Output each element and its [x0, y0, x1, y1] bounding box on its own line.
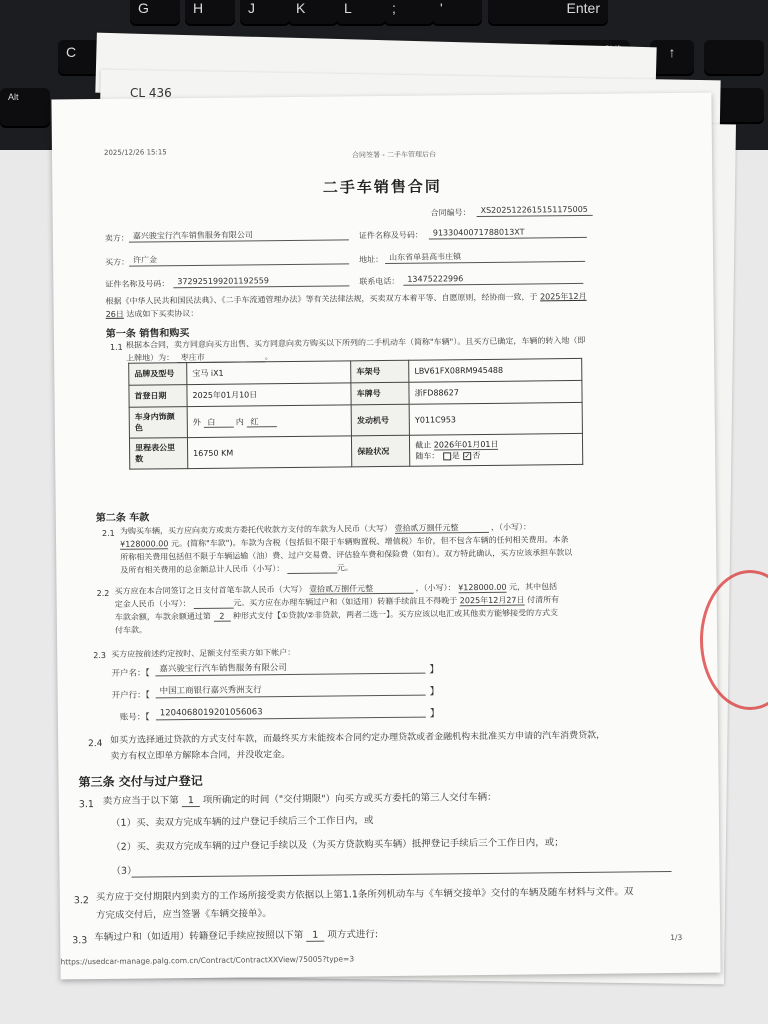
p22-date: 2025年12月27日 — [459, 595, 525, 606]
key-up: ↑ — [650, 40, 694, 76]
clause-2-3-text: 买方应按前述约定按时、足额支付至卖方如下帐户： — [111, 647, 296, 659]
engine-value: Y011C953 — [409, 402, 582, 435]
p22-g: 车款余额，车款余额通过第 — [114, 611, 211, 622]
clause-1-1-text-b: 上牌地）为： — [126, 353, 175, 363]
p31-b: 项所确定的时间（"交付期限"）向买方或买方委托的第三人交付车辆： — [202, 791, 497, 806]
clause-2-1-text: 为购买车辆，买方应向卖方或卖方委托代收款方支付的车款为人民币（大写） — [119, 523, 392, 536]
key-l: L — [336, 0, 386, 26]
brand-label: 品牌及型号 — [129, 363, 187, 386]
bracket-close-2: 】 — [429, 686, 440, 698]
article-3-title: 第三条 交付与过户登记 — [78, 773, 203, 790]
clause-3-3-num: 3.3 — [72, 935, 88, 947]
mileage-label: 里程表公里数 — [129, 438, 187, 470]
clause-1-1-num: 1.1 — [109, 342, 123, 352]
clause-3-2 — [96, 883, 696, 925]
int-color: 红 — [246, 417, 276, 427]
yes-checkbox — [443, 452, 451, 460]
seller-id: 9133040071788013XT — [429, 226, 587, 240]
clause-2-1-num: 2.1 — [101, 528, 115, 538]
print-header-title: 合同签署 - 二手车管理后台 — [351, 150, 437, 160]
account-name: 嘉兴骏宝行汽车销售服务有限公司 — [155, 662, 425, 677]
clause-3-1 — [103, 787, 683, 811]
vin-label: 车架号 — [351, 360, 409, 383]
clause-2-3-num: 2.3 — [93, 650, 107, 661]
address-label: 地址： — [359, 255, 384, 265]
p22-amount: ¥128000.00 — [458, 582, 507, 593]
p33-item: 1 — [306, 930, 324, 942]
intro-date: 2025年12月 — [540, 291, 587, 302]
brand-value: 宝马 iX1 — [187, 361, 351, 385]
p22-f: 付清所有 — [526, 595, 560, 605]
p22-b: ，（小写）： — [415, 583, 456, 593]
option-2: （2）买、卖双方完成车辆的过户登记手续以及（为买方贷款购买车辆）抵押登记手续后三个工作日内，或； — [111, 837, 564, 853]
p22-i: 付车款。 — [114, 625, 148, 635]
no-label: 否 — [472, 451, 481, 461]
yes-label: 是 — [451, 451, 460, 461]
key-enter: Enter — [488, 0, 608, 26]
plate-label: 车牌号 — [351, 382, 409, 405]
ins-until-label: 截止 — [415, 440, 432, 450]
article-1-title: 第一条 销售和购买 — [105, 328, 190, 340]
vehicle-spec-table — [128, 358, 583, 470]
option-3-blank — [132, 871, 672, 878]
contract-no-label: 合同编号： — [430, 208, 471, 218]
clause-1-1: 根据本合同，卖方同意向买方出售、买方同意向卖方购买以下所列的二手机动车（简称"车辆"）。且买方已确定，车辆的转入地（即 上牌地）为： 枣庄市 。 — [125, 335, 586, 363]
key-j: J — [240, 0, 290, 26]
clause-2-2 — [114, 579, 635, 636]
account-no: 1204068019201056063 — [156, 706, 426, 721]
insurance-label: 保险状况 — [352, 435, 410, 467]
clause-3-1-num: 3.1 — [78, 799, 94, 811]
insurance-value — [410, 433, 583, 466]
bracket-close-3: 】 — [429, 708, 440, 720]
bank-name: 中国工商银行嘉兴秀洲支行 — [156, 684, 426, 699]
bracket-close-1: 】 — [429, 664, 440, 676]
key-alt: Alt — [0, 88, 50, 128]
p22-c: 元，其中包括 — [509, 582, 558, 592]
account-no-label: 账号：【 — [119, 712, 150, 723]
clause-2-1 — [120, 520, 621, 577]
clause-2-4-num: 2.4 — [88, 738, 103, 750]
ins-until: 2026年01月01日 — [433, 439, 499, 450]
print-datetime: 2025/12/26 15:15 — [103, 148, 167, 157]
print-url: https://usedcar-manage.palg.com.cn/Contract/ContractXXView/75005?type=3 — [60, 954, 355, 967]
account-name-label: 开户名：【 — [111, 668, 150, 679]
p32-b: 方完成交付后，应当签署《车辆交接单》。 — [95, 908, 272, 922]
p22-way: 2 — [213, 612, 230, 622]
p33-a: 车辆过户和（如适用）转籍登记手续应按照以下第 — [94, 929, 304, 944]
p31-item: 1 — [182, 795, 200, 807]
clause-3-3 — [94, 923, 694, 947]
option-3: （3） — [111, 865, 137, 877]
p22-e: 元。买方应在办理车辆过户和（如适用）转籍手续前且不得晚于 — [233, 596, 458, 608]
seller-label: 卖方： — [104, 233, 129, 243]
ext-color: 白 — [203, 417, 233, 427]
mileage-value: 16750 KM — [187, 436, 351, 469]
key-c: C — [58, 40, 104, 76]
clip-label: CL 436 — [130, 86, 172, 100]
p31-a: 卖方应当于以下第 — [102, 795, 179, 807]
vin-value: LBV61FX08RM945488 — [409, 358, 582, 382]
intro-text: 根据《中华人民共和国民法典》、《二手车流通管理办法》等有关法律法规，买卖双方本着平等、自愿原则，经协商一致，于 — [105, 292, 538, 306]
first-reg-label: 首登日期 — [129, 385, 187, 408]
color-label: 车身内饰颜色 — [129, 407, 187, 439]
key-k: K — [288, 0, 338, 26]
p21-amount: ¥128000.00 — [120, 539, 169, 549]
p22-d: 定金人民币（小写）： — [114, 599, 191, 609]
key-quote: ' — [432, 0, 482, 26]
key-fn — [704, 40, 764, 76]
buyer-name: 许广金 — [129, 252, 349, 266]
seller-name: 嘉兴骏宝行汽车销售服务有限公司 — [129, 228, 349, 242]
contract-page — [51, 93, 720, 980]
engine-label: 发动机号 — [351, 404, 409, 436]
p21-c: 元。(简称"车款")。车款为含税（包括但不限于车辆购置税、增值税）车价，但不包含车辆的任何相关费用。本条 — [170, 535, 569, 549]
first-reg-value: 2025年01月10日 — [187, 383, 351, 407]
p33-b: 项方式进行: — [327, 929, 379, 941]
key-g: G — [130, 0, 180, 26]
option-1: （1）买、卖双方完成车辆的过户登记手续后三个工作日内，或 — [110, 815, 374, 829]
no-checkbox-checked: ✓ — [464, 451, 471, 460]
clause-3-2-num: 3.2 — [73, 895, 89, 907]
clause-1-1-text: 根据本合同，卖方同意向买方出售、买方同意向卖方购买以下所列的二手机动车（简称"车辆"）。且买方已确定，车辆的转入地（即 — [125, 335, 586, 350]
p24-b: 卖方有权立即单方解除本合同，并没收定金。 — [110, 750, 291, 762]
plate-value: 浙FD88627 — [409, 380, 582, 404]
p32-a: 买方应于交付期限内到卖方的工作场所接受卖方依据以上第1.1条所列机动车与《车辆交接单》交付的车辆及随车材料与文件。双 — [95, 886, 634, 904]
intro-tail: 达成如下买卖协议： — [126, 308, 199, 319]
article-2-title: 第二条 车款 — [95, 512, 150, 525]
with-car-label: 随车： — [415, 451, 440, 461]
p21-total-blank — [287, 564, 337, 575]
p22-upper: 壹拾贰万捌仟元整 — [309, 584, 413, 595]
bank-label: 开户行：【 — [111, 690, 150, 701]
p22-h: 种形式支付【①贷款/②非贷款，两者二选一】。买方应该以电汇或其他卖方能够接受的方式支 — [232, 608, 559, 621]
buyer-id-label: 证件名称及号码： — [105, 279, 170, 289]
p24-a: 如买方选择通过贷款的方式支付车款，而最终买方未能按本合同约定办理贷款或者金融机构未批准买方申请的汽车消费贷款， — [110, 730, 606, 746]
buyer-phone: 13475222996 — [403, 272, 583, 286]
buyer-id: 372925199201192559 — [173, 274, 349, 288]
phone-label: 联系电话： — [359, 276, 400, 287]
p21-e: 及所有相关费用的总金额总计人民币（小写）： — [120, 564, 285, 575]
p22-a: 买方应在本合同签订之日支付首笔车款人民币（大写） — [114, 584, 307, 596]
key-h: H — [185, 0, 235, 26]
color-value — [187, 405, 351, 438]
registration-city: 枣庄市 — [177, 352, 265, 363]
deposit-blank — [193, 599, 233, 609]
buyer-label: 买方： — [105, 257, 130, 267]
p21-b: ，（小写）： — [490, 522, 532, 532]
p21-f: 元。 — [336, 563, 353, 573]
p21-upper: 壹拾贰万捌仟元整 — [394, 523, 488, 534]
intro-date-day: 26日 — [105, 309, 124, 319]
page-number: 1/3 — [670, 932, 683, 943]
key-semicolon: ; — [384, 0, 434, 26]
contract-no: XS2025122615151175005 — [477, 204, 593, 217]
clause-2-2-num: 2.2 — [96, 588, 110, 599]
ext-label: 外 — [192, 417, 201, 427]
seller-id-label: 证件名称及号码： — [358, 230, 423, 241]
contract-title: 二手车销售合同 — [322, 177, 442, 197]
intro-paragraph — [105, 290, 605, 321]
int-label: 内 — [235, 416, 244, 427]
p21-d: 所称相关费用包括但不限于车辆运输（油）费、过户交易费、评估验车费和保险费（如有）。双方特此确认，买方应该承担车款以 — [120, 548, 573, 562]
buyer-address: 山东省单县高韦庄镇 — [385, 250, 585, 264]
clause-2-4 — [110, 727, 690, 765]
